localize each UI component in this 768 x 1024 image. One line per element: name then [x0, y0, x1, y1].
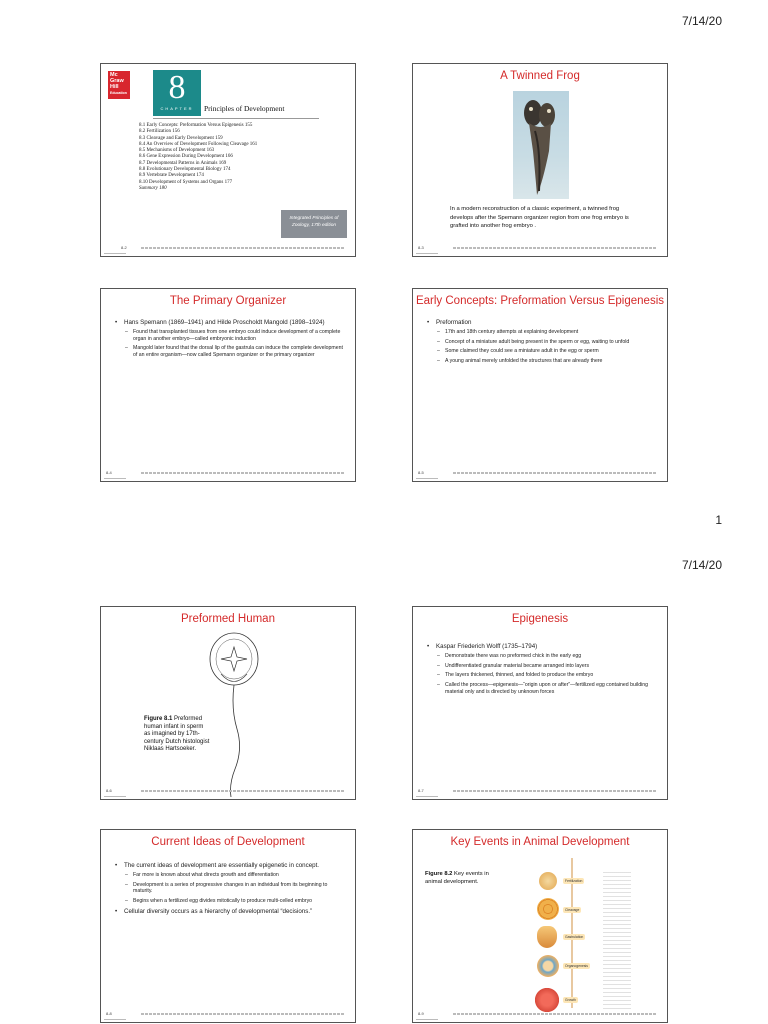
- toc-line: 8.4 An Overview of Development Following Cleavage 161: [139, 141, 258, 147]
- figure-caption: [144, 716, 210, 754]
- sub-bullet: – Mangold later found that the dorsal lip of the gastrula can induce the complete development of an entire organism—now called Spemann organizer or the primary organizer: [115, 345, 343, 358]
- sub-bullet: – 17th and 18th century attempts at explaining development: [427, 329, 655, 336]
- slide-twinned-frog: [412, 63, 668, 257]
- copyright-line: [141, 1013, 345, 1015]
- publisher-credit: [104, 253, 126, 254]
- page1-date: 7/14/20: [681, 14, 722, 28]
- slide-current-ideas: [100, 829, 356, 1023]
- chapter-number: 8: [168, 69, 186, 106]
- chapter-title: Principles of Development: [204, 104, 285, 113]
- sub-bullet: – A young animal merely unfolded the structures that are already there: [427, 358, 655, 365]
- sub-bullet: – The layers thickened, thinned, and folded to produce the embryo: [427, 672, 655, 679]
- sub-bullet: – Undifferentiated granular material became arranged into layers: [427, 663, 655, 670]
- slide-body: [115, 862, 343, 918]
- slide-preformed-human: [100, 606, 356, 800]
- toc-line: 8.10 Development of Systems and Organs 177: [139, 179, 233, 185]
- slide-preformation: [412, 288, 668, 482]
- sub-bullet: – Demonstrate there was no preformed chick in the early egg: [427, 653, 655, 660]
- toc-line: 8.9 Vertebrate Development 174: [139, 173, 204, 179]
- frog-photo: [513, 91, 569, 199]
- stage-label: Organogenesis: [565, 964, 588, 968]
- slide-number: 8-8: [106, 1011, 112, 1016]
- toc-summary: Summary 180: [139, 185, 167, 191]
- chapter-badge: [153, 70, 201, 116]
- publisher-credit: [104, 1019, 126, 1020]
- slide-body: [115, 319, 343, 362]
- page2-date: 7/14/20: [681, 558, 722, 572]
- figure-text: Preformed human infant in sperm as imagined by 17th-century Dutch histologist Niklaas Hartsoeker.: [144, 716, 210, 753]
- copyright-line: [141, 247, 345, 249]
- figure-caption: [425, 870, 505, 886]
- sub-bullet: – Development is a series of progressive changes in an individual from its beginning to maturity.: [115, 882, 343, 895]
- slide-title: The Primary Organizer: [169, 295, 287, 307]
- slide-number: 8-9: [418, 1011, 424, 1016]
- publisher-credit: [104, 796, 126, 797]
- figure-text: Key events in animal development.: [425, 871, 489, 885]
- slide-body: [427, 643, 655, 698]
- sub-bullet: – Called the process—epigenesis—“origin upon or after”—fertilized egg contained building material only and is directed by unknown forces: [427, 682, 655, 695]
- copyright-line: [141, 472, 345, 474]
- chapter-label: CHAPTER: [160, 106, 194, 111]
- book-title-line: Zoology, 17th edition: [291, 222, 337, 228]
- stage-label: Growth: [565, 998, 576, 1002]
- bullet: • The current ideas of development are essentially epigenetic in concept.: [115, 862, 343, 870]
- toc-line: 8.7 Developmental Patterns in Animals 169: [139, 160, 227, 166]
- publisher-credit: [416, 253, 438, 254]
- toc-line: 8.1 Early Concepts: Preformation Versus Epigenesis 155: [139, 123, 253, 128]
- slide-epigenesis: [412, 606, 668, 800]
- sub-bullet: – Far more is known about what directs growth and differentiation: [115, 872, 343, 879]
- toc-line: 8.2 Fertilization 156: [139, 129, 180, 135]
- publisher-credit: [416, 478, 438, 479]
- stage-illustration-cleavage: [537, 898, 559, 920]
- slide-title: Key Events in Animal Development: [450, 836, 630, 848]
- toc-line: 8.6 Gene Expression During Development 166: [139, 154, 233, 160]
- publisher-credit: [416, 1019, 438, 1020]
- sub-bullet: – Concept of a miniature adult being present in the sperm or egg, waiting to unfold: [427, 339, 655, 346]
- slide-title: Early Concepts: Preformation Versus Epigenesis: [415, 295, 664, 307]
- figure-label: Figure 8.2: [425, 871, 453, 877]
- toc-line: 8.8 Evolutionary Developmental Biology 174: [139, 167, 231, 173]
- slide-key-events: [412, 829, 668, 1023]
- logo-line: Hill: [110, 84, 119, 90]
- stage-label: Cleavage: [565, 908, 580, 912]
- figure-label: Figure 8.1: [144, 716, 173, 722]
- chapter-toc: [139, 123, 257, 192]
- book-title-box: [281, 210, 347, 238]
- slide-number: 8-5: [418, 470, 424, 475]
- sub-bullet: – Found that transplanted tissues from one embryo could induce development of a complete organ in another embryo—called embryonic induction: [115, 329, 343, 342]
- bullet: • Hans Spemann (1869–1941) and Hilde Proscholdt Mangold (1898–1924): [115, 319, 343, 327]
- stage-label: Gastrulation: [565, 935, 584, 939]
- sub-bullet: – Some claimed they could see a miniature adult in the egg or sperm: [427, 348, 655, 355]
- slide-number: 8-3: [418, 245, 424, 250]
- stage-illustration-gastrula: [537, 926, 557, 948]
- slide-body: [427, 319, 655, 368]
- copyright-line: [453, 1013, 657, 1015]
- chapter-toc-rule: [153, 118, 319, 119]
- sub-bullet: – Begins when a fertilized egg divides mitotically to produce multi-celled embryo: [115, 898, 343, 905]
- slide-number: 8-2: [121, 245, 127, 250]
- slide-number: 8-6: [106, 788, 112, 793]
- stage-notes: [603, 872, 631, 1012]
- stage-illustration-organogenesis: [537, 955, 559, 977]
- publisher-credit: [416, 796, 438, 797]
- toc-line: 8.5 Mechanisms of Development 163: [139, 148, 215, 154]
- logo-line: Mc: [110, 72, 118, 78]
- publisher-logo: [108, 71, 130, 99]
- slide-title: Current Ideas of Development: [151, 836, 305, 848]
- twinned-frog-image: [513, 91, 569, 199]
- stage-illustration-growth: [533, 986, 561, 1014]
- development-diagram: [531, 852, 661, 1017]
- copyright-line: [141, 790, 345, 792]
- copyright-line: [453, 472, 657, 474]
- bullet: • Kaspar Friederich Wolff (1735–1794): [427, 643, 655, 651]
- slide-title: Epigenesis: [511, 613, 569, 625]
- slide-number: 8-7: [418, 788, 424, 793]
- stage-illustration-egg: [539, 872, 557, 890]
- copyright-line: [453, 790, 657, 792]
- copyright-line: [453, 247, 657, 249]
- slide-chapter-cover: [100, 63, 356, 257]
- publisher-credit: [104, 478, 126, 479]
- slide-number: 8-4: [106, 470, 112, 475]
- stage-label: Fertilization: [565, 879, 583, 883]
- book-title-line: Integrated Principles of: [289, 216, 339, 221]
- frog-caption: In a modern reconstruction of a classic experiment, a twinned frog develops after the Spemann organizer region from one frog embryo is grafted into another frog embryo .: [450, 206, 629, 230]
- homunculus-drawing: [201, 629, 271, 799]
- bullet: • Preformation: [427, 319, 655, 327]
- slide-primary-organizer: [100, 288, 356, 482]
- logo-line: Education: [110, 91, 127, 95]
- page-number: 1: [715, 513, 722, 527]
- toc-line: 8.3 Cleavage and Early Development 159: [139, 135, 223, 141]
- slide-title: A Twinned Frog: [500, 70, 580, 82]
- bullet: • Cellular diversity occurs as a hierarchy of developmental “decisions.”: [115, 908, 343, 916]
- slide-title: Preformed Human: [181, 613, 275, 625]
- logo-line: Graw: [110, 78, 124, 84]
